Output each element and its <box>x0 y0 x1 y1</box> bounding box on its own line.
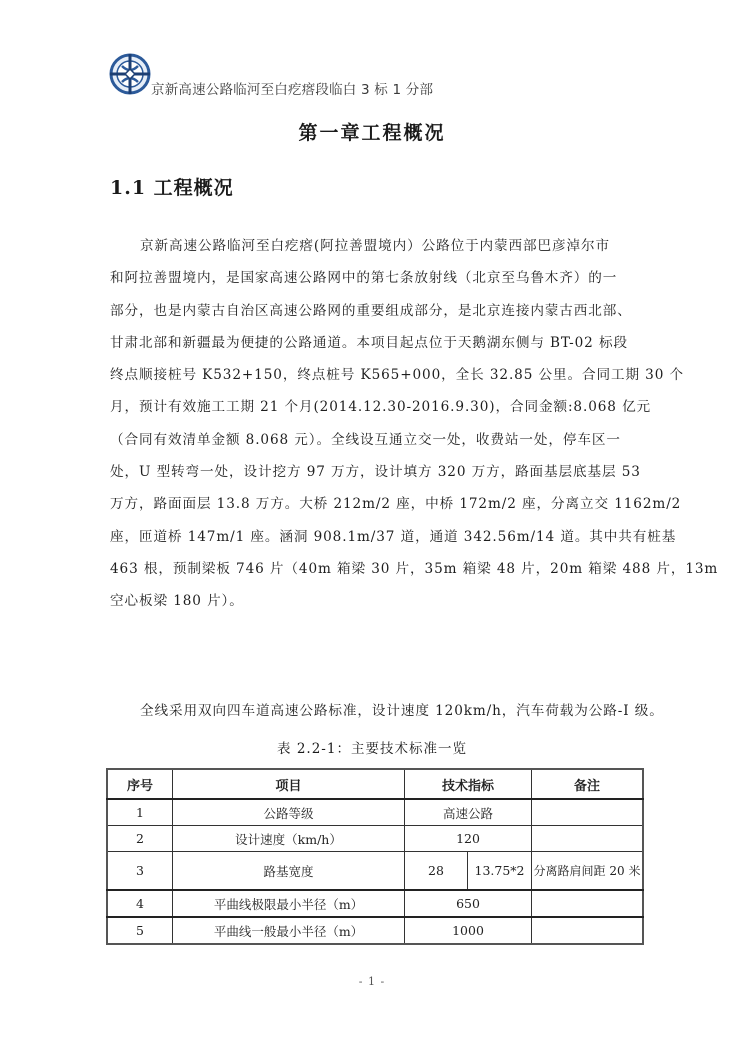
header-title: 京新高速公路临河至白疙瘩段临白 3 标 1 分部 <box>151 82 434 98</box>
paragraph-line: 部分，也是内蒙古自治区高速公路网的重要组成部分，是北京连接内蒙古西北部、 <box>110 302 632 319</box>
paragraph-line: 甘肃北部和新疆最为便捷的公路通道。本项目起点位于天鹅湖东侧与 BT-02 标段 <box>110 334 628 351</box>
paragraph-line: 全线采用双向四车道高速公路标准，设计速度 120km/h，汽车荷载为公路-I 级。 <box>140 703 664 719</box>
cell-note <box>532 917 644 944</box>
highway-logo-icon <box>108 52 152 96</box>
cell-item: 平曲线一般最小半径（m） <box>173 917 405 944</box>
paragraph-line: 和阿拉善盟境内，是国家高速公路网中的第七条放射线（北京至乌鲁木齐）的一 <box>110 270 618 287</box>
section-title: 1.1 工程概况 <box>110 177 234 199</box>
cell-item: 设计速度（km/h） <box>173 826 405 852</box>
table-caption: 表 2.2-1：主要技术标准一览 <box>277 741 467 757</box>
cell-item: 公路等级 <box>173 799 405 826</box>
header-value: 技术指标 <box>405 769 532 799</box>
table-header-row <box>107 769 643 799</box>
standard-paragraph <box>110 695 664 727</box>
cell-value: 高速公路 <box>405 799 532 826</box>
cell-note <box>532 890 644 917</box>
cell-no: 5 <box>107 917 173 944</box>
tech-standards-table <box>106 768 644 945</box>
table-row <box>107 852 643 891</box>
cell-value: 120 <box>405 826 532 852</box>
paragraph-line: 月，预计有效施工工期 21 个月(2014.12.30-2016.9.30)，合同金额:8.068 亿元 <box>110 399 652 416</box>
table-row <box>107 890 643 917</box>
table-row <box>107 917 643 944</box>
paragraph-line: 463 根，预制梁板 746 片（40m 箱梁 30 片，35m 箱梁 48 片，20m 箱梁 488 片，13m <box>110 560 719 577</box>
cell-value: 28 <box>405 852 468 891</box>
page-header <box>108 52 648 98</box>
cell-no: 2 <box>107 826 173 852</box>
overview-paragraph <box>110 230 719 618</box>
paragraph-line: （合同有效清单金额 8.068 元）。全线设互通立交一处，收费站一处，停车区一 <box>110 431 621 448</box>
paragraph-line: 万方，路面面层 13.8 万方。大桥 212m/2 座，中桥 172m/2 座，分离立交 1162m/2 <box>110 496 682 513</box>
cell-value-2: 13.75*2 <box>468 852 532 891</box>
cell-value: 1000 <box>405 917 532 944</box>
page-number: - 1 - <box>358 975 386 988</box>
chapter-title: 第一章工程概况 <box>298 122 446 144</box>
cell-note <box>532 826 644 852</box>
header-item: 项目 <box>173 769 405 799</box>
cell-item: 路基宽度 <box>173 852 405 891</box>
cell-no: 1 <box>107 799 173 826</box>
header-no: 序号 <box>107 769 173 799</box>
cell-value: 650 <box>405 890 532 917</box>
paragraph-line: 京新高速公路临河至白疙瘩(阿拉善盟境内）公路位于内蒙西部巴彦淖尔市 <box>140 238 611 254</box>
cell-no: 4 <box>107 890 173 917</box>
paragraph-line: 终点顺接桩号 K532+150，终点桩号 K565+000，全长 32.85 公里。合同工期 30 个 <box>110 367 684 384</box>
paragraph-line: 处，U 型转弯一处，设计挖方 97 万方，设计填方 320 万方，路面基层底基层 53 <box>110 464 641 481</box>
cell-note <box>532 799 644 826</box>
cell-item: 平曲线极限最小半径（m） <box>173 890 405 917</box>
paragraph-line: 座，匝道桥 147m/1 座。涵洞 908.1m/37 道，通道 342.56m/14 道。其中共有桩基 <box>110 528 677 545</box>
header-note: 备注 <box>532 769 644 799</box>
table-row <box>107 799 643 826</box>
table-row <box>107 826 643 852</box>
cell-no: 3 <box>107 852 173 891</box>
cell-note: 分离路肩间距 20 米 <box>532 852 644 891</box>
paragraph-line: 空心板梁 180 片）。 <box>110 593 244 610</box>
